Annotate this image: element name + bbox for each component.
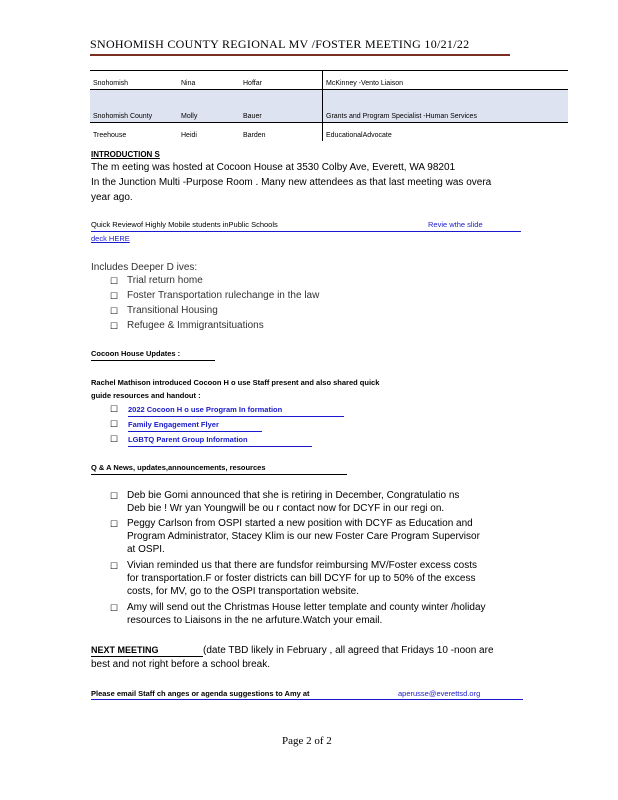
- next-meeting-label: NEXT MEETING: [91, 645, 159, 655]
- bullet-icon: ☐: [110, 434, 119, 444]
- email-underline: [91, 699, 523, 700]
- qa-heading-underline: [91, 474, 347, 475]
- email-note-text: Please email Staff ch anges or agenda suggestions to Amy at: [91, 689, 310, 698]
- bullet-icon: ☐: [110, 306, 119, 316]
- attendee-role: Grants and Program Specialist -Human Services: [323, 90, 569, 123]
- quick-review-underline: [91, 231, 521, 232]
- qa-item-line: Deb bie ! Wr yan Youngwill be ou r contact now for DCYF in our regi on.: [127, 503, 445, 514]
- link-underline: [128, 446, 312, 447]
- next-meeting-underline: [91, 656, 203, 657]
- meeting-title: SNOHOMISH COUNTY REGIONAL MV /FOSTER MEETING 10/21/22: [90, 37, 470, 51]
- attendee-org: Treehouse: [90, 123, 178, 142]
- bullet-icon: ☐: [110, 419, 119, 429]
- table-row: [90, 123, 568, 142]
- next-meeting-line-2: best and not right before a school break.: [91, 659, 271, 670]
- cocoon-paragraph-1: Rachel Mathison introduced Cocoon H o use Staff present and also shared quick: [91, 378, 380, 387]
- bullet-icon: ☐: [110, 491, 119, 501]
- intro-line-2: In the Junction Multi -Purpose Room . Many new attendees as that last meeting was overa: [91, 177, 492, 188]
- cocoon-paragraph-2: guide resources and handout :: [91, 391, 201, 400]
- bullet-icon: ☐: [110, 291, 119, 301]
- introductions-heading: INTRODUCTION S: [91, 150, 160, 159]
- cocoon-heading: Cocoon House Updates :: [91, 349, 181, 358]
- attendee-org: Snohomish: [90, 71, 178, 90]
- bullet-icon: ☐: [110, 519, 119, 529]
- attendee-last-name: Barden: [240, 123, 323, 142]
- attendee-org: Snohomish County: [90, 90, 178, 123]
- quick-review-text: Quick Reviewof Highly Mobile students inPublic Schools: [91, 220, 278, 229]
- attendee-role: EducationalAdvocate: [323, 123, 569, 142]
- table-row: [90, 71, 568, 90]
- deck-here-link[interactable]: deck HERE: [91, 234, 130, 243]
- intro-line-3: year ago.: [91, 192, 133, 203]
- bullet-icon: ☐: [110, 603, 119, 613]
- qa-item-line: costs, for MV, go to the OSPI transportation website.: [127, 586, 359, 597]
- bullet-icon: ☐: [110, 561, 119, 571]
- qa-item-line: for transportation.F or foster districts can bill DCYF for up to 50% of the excess: [127, 573, 476, 584]
- next-meeting-line-1: (date TBD likely in February , all agreed that Fridays 10 -noon are: [203, 645, 494, 656]
- bullet-icon: ☐: [110, 404, 119, 414]
- title-rule: [90, 54, 510, 56]
- attendee-first-name: Heidi: [178, 123, 240, 142]
- link-underline: [128, 416, 344, 417]
- attendee-last-name: Bauer: [240, 90, 323, 123]
- intro-line-1: The m eeting was hosted at Cocoon House at 3530 Colby Ave, Everett, WA 98201: [91, 162, 456, 173]
- qa-heading: Q & A News, updates,announcements, resources: [91, 463, 266, 472]
- qa-item-line: Amy will send out the Christmas House letter template and county winter /holiday: [127, 602, 486, 613]
- attendee-role: McKinney -Vento Liaison: [323, 71, 569, 90]
- bullet-icon: ☐: [110, 276, 119, 286]
- table-row: [90, 90, 568, 123]
- cocoon-program-link[interactable]: 2022 Cocoon H o use Program In formation: [128, 405, 283, 414]
- qa-item-line: at OSPI.: [127, 544, 165, 555]
- qa-item-line: Peggy Carlson from OSPI started a new position with DCYF as Education and: [127, 518, 473, 529]
- bullet-icon: ☐: [110, 321, 119, 331]
- attendee-last-name: Hoffar: [240, 71, 323, 90]
- email-link[interactable]: aperusse@everettsd.org: [398, 689, 481, 698]
- attendee-first-name: Molly: [178, 90, 240, 123]
- cocoon-heading-underline: [91, 360, 215, 361]
- qa-item-line: Deb bie Gomi announced that she is retiring in December, Congratulatio ns: [127, 490, 460, 501]
- attendee-table: [90, 70, 568, 141]
- family-engagement-link[interactable]: Family Engagement Flyer: [128, 420, 219, 429]
- review-slide-link[interactable]: Revie wthe slide: [428, 220, 483, 229]
- qa-item-line: Program Administrator, Stacey Klim is our new Foster Care Program Supervisor: [127, 531, 480, 542]
- qa-item-line: resources to Liaisons in the ne arfuture.Watch your email.: [127, 615, 383, 626]
- attendee-first-name: Nina: [178, 71, 240, 90]
- page-number: Page 2 of 2: [282, 735, 332, 747]
- qa-item-line: Vivian reminded us that there are fundsfor reimbursing MV/Foster excess costs: [127, 560, 477, 571]
- lgbtq-group-link[interactable]: LGBTQ Parent Group Information: [128, 435, 248, 444]
- deeper-dives-intro: Includes Deeper D ives:: [91, 262, 198, 273]
- link-underline: [128, 431, 262, 432]
